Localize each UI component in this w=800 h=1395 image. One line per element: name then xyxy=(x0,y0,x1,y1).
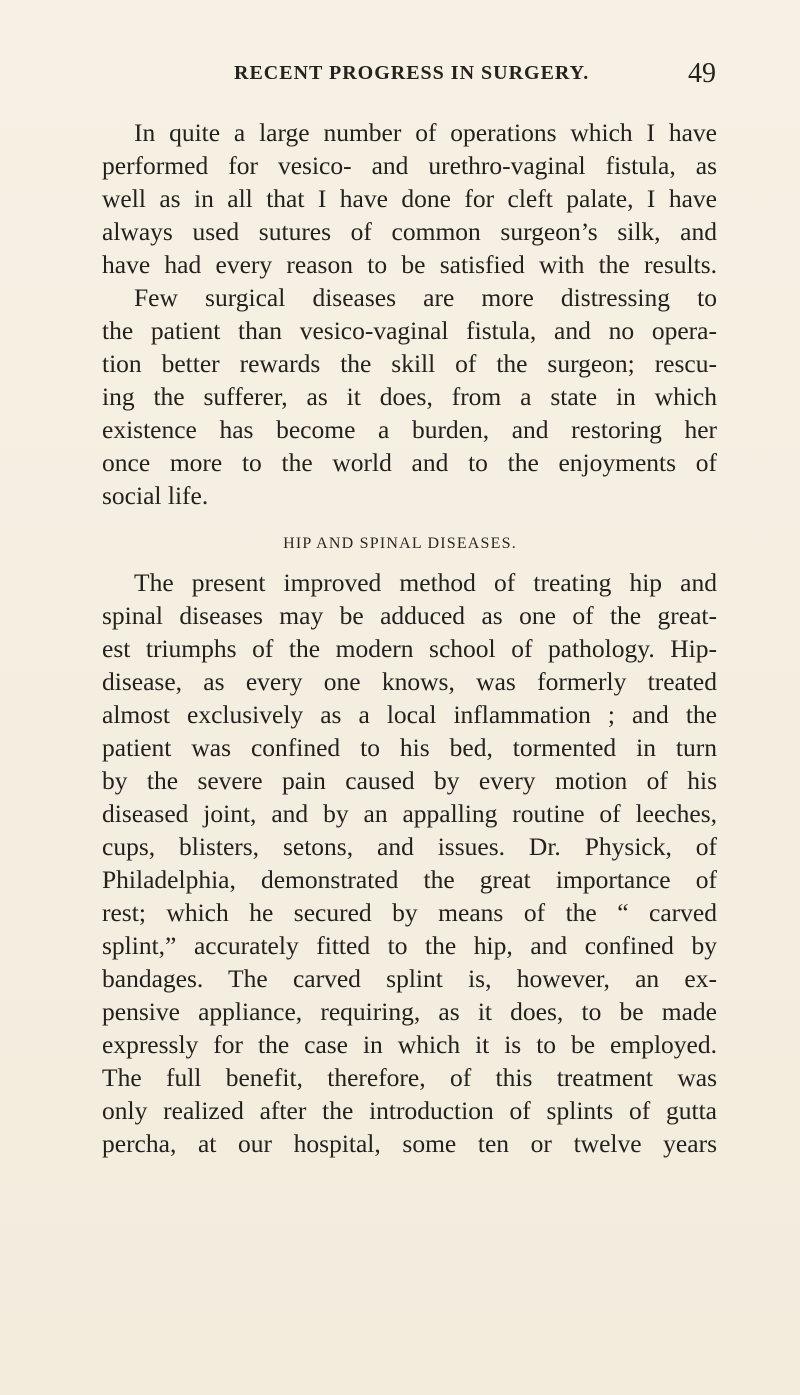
text-line: diseased joint, and by an appalling routine of leeches, xyxy=(102,799,717,828)
text-line: est triumphs of the modern school of pathology. Hip- xyxy=(102,634,717,663)
text-line: patient was confined to his bed, tormented in turn xyxy=(102,733,717,762)
text-line: social life. xyxy=(102,481,209,510)
text-line: the patient than vesico-vaginal fistula, and no opera- xyxy=(102,316,717,345)
text-line: Few surgical diseases are more distressing to xyxy=(134,283,717,312)
text-line: well as in all that I have done for cleft palate, I have xyxy=(102,184,717,213)
text-line: tion better rewards the skill of the surgeon; rescu- xyxy=(102,349,717,378)
text-line: pensive appliance, requiring, as it does, to be made xyxy=(102,997,717,1026)
running-title: RECENT PROGRESS IN SURGERY. xyxy=(234,62,590,84)
section-heading: HIP AND SPINAL DISEASES. xyxy=(283,535,517,552)
text-line: performed for vesico- and urethro-vaginal fistula, as xyxy=(102,151,717,180)
paragraph-sutures xyxy=(102,116,717,512)
text-line: expressly for the case in which it is to be employed. xyxy=(102,1030,717,1059)
text-line: bandages. The carved splint is, however, an ex- xyxy=(102,964,717,993)
text-line: disease, as every one knows, was formerly treated xyxy=(102,667,717,696)
text-line: The present improved method of treating hip and xyxy=(134,568,717,597)
text-line: rest; which he secured by means of the “ carved xyxy=(102,898,717,927)
text-line: only realized after the introduction of splints of gutta xyxy=(102,1096,717,1125)
running-head xyxy=(234,58,716,92)
paragraph-hip-disease xyxy=(102,566,717,1160)
text-line: spinal diseases may be adduced as one of the great- xyxy=(102,601,717,630)
text-line: by the severe pain caused by every motion of his xyxy=(102,766,717,795)
text-line: cups, blisters, setons, and issues. Dr. Physick, of xyxy=(102,832,717,861)
text-line: In quite a large number of operations which I have xyxy=(134,118,717,147)
text-line: Philadelphia, demonstrated the great importance of xyxy=(102,865,717,894)
text-line: have had every reason to be satisfied with the results. xyxy=(102,250,717,279)
text-line: percha, at our hospital, some ten or twelve years xyxy=(102,1129,717,1158)
text-line: existence has become a burden, and restoring her xyxy=(102,415,717,444)
text-line: always used sutures of common surgeon’s silk, and xyxy=(102,217,717,246)
text-line: splint,” accurately fitted to the hip, and confined by xyxy=(102,931,717,960)
text-line: almost exclusively as a local inflammation ; and the xyxy=(102,700,717,729)
text-line: The full benefit, therefore, of this treatment was xyxy=(102,1063,717,1092)
text-line: ing the sufferer, as it does, from a state in which xyxy=(102,382,717,411)
text-line: once more to the world and to the enjoyments of xyxy=(102,448,717,477)
page-number: 49 xyxy=(688,58,716,89)
